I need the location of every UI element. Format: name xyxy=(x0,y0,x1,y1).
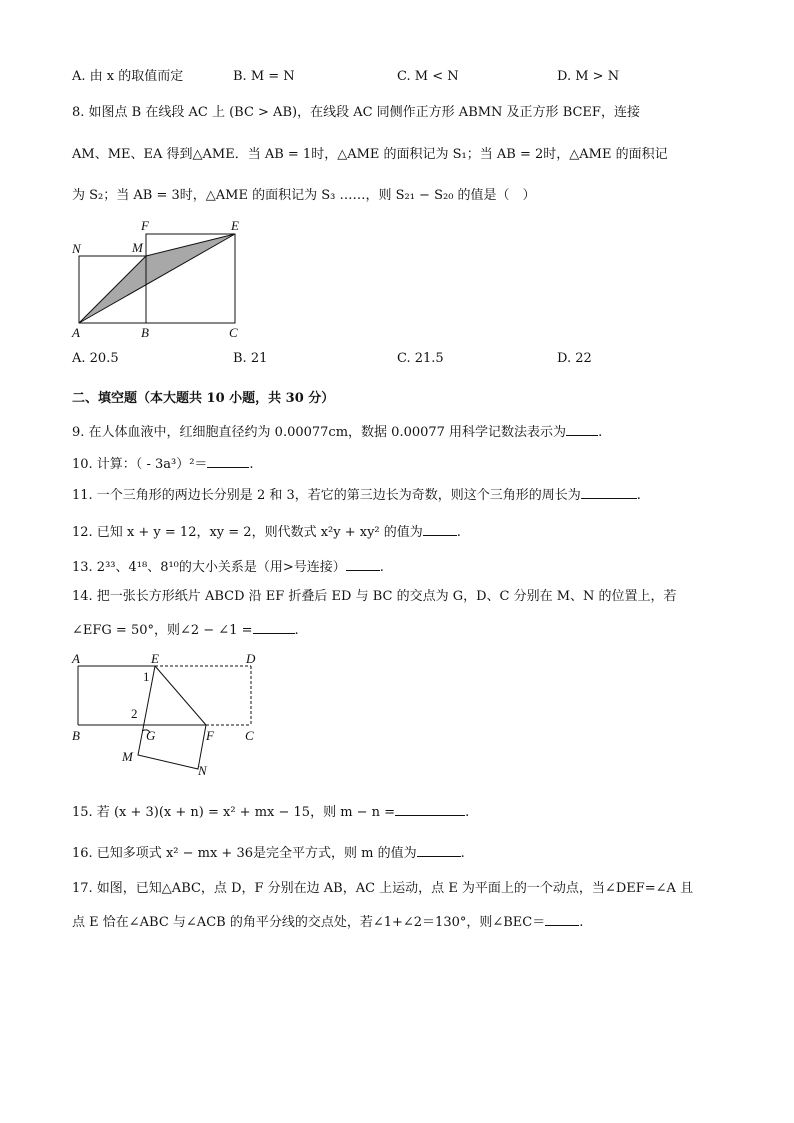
q14-answer-blank[interactable] xyxy=(253,620,295,634)
q7-option-a: A. 由 x 的取值而定 xyxy=(72,69,184,84)
q15 xyxy=(72,802,469,822)
label-c: C xyxy=(229,325,238,340)
label-d: D xyxy=(246,651,256,666)
q11-answer-blank[interactable] xyxy=(581,485,637,499)
q8-option-d: D. 22 xyxy=(557,351,592,366)
q10-answer-blank[interactable] xyxy=(207,454,249,468)
q15-text: 15. 若 (x + 3)(x + n) = x² + mx − 15，则 m − n = xyxy=(72,805,396,820)
q16-end: . xyxy=(460,846,465,861)
label-f: F xyxy=(141,218,149,233)
label-b: B xyxy=(141,325,149,340)
q8-figure xyxy=(60,215,260,345)
q13-text: 13. 2³³、4¹⁸、8¹⁰的大小关系是（用>号连接） xyxy=(72,560,346,575)
label-e: E xyxy=(231,218,239,233)
q14-line-1: 14. 把一张长方形纸片 ABCD 沿 EF 折叠后 ED 与 BC 的交点为 G，D、C 分别在 M、N 的位置上，若 xyxy=(72,589,677,604)
section-2-title: 二、填空题（本大题共 10 小题，共 30 分） xyxy=(72,391,335,406)
q11-end: . xyxy=(636,488,641,503)
q8-line-3: 为 S₂；当 AB = 3时，△AME 的面积记为 S₃ ……，则 S₂₁ − S₂₀ 的值是（ ） xyxy=(72,188,536,203)
q10 xyxy=(72,454,254,474)
q17-line-2-text: 点 E 恰在∠ABC 与∠ACB 的角平分线的交点处，若∠1+∠2＝130°，则∠BEC＝ xyxy=(72,915,546,930)
angle-label-2: 2 xyxy=(131,706,138,721)
angle-label-1: 1 xyxy=(143,669,150,684)
label-b: B xyxy=(72,728,80,743)
q9-answer-blank[interactable] xyxy=(566,422,598,436)
q16-text: 16. 已知多项式 x² − mx + 36是完全平方式，则 m 的值为 xyxy=(72,846,417,861)
q10-end: . xyxy=(249,457,254,472)
q10-text: 10. 计算：（ - 3a³）²＝ xyxy=(72,457,208,472)
q17-line-2 xyxy=(72,912,583,932)
q12-text: 12. 已知 x + y = 12，xy = 2，则代数式 x²y + xy² 的值为 xyxy=(72,525,423,540)
label-a: A xyxy=(72,325,80,340)
q11-text: 11. 一个三角形的两边长分别是 2 和 3，若它的第三边长为奇数，则这个三角形的周长为 xyxy=(72,488,581,503)
label-a: A xyxy=(72,651,80,666)
q14-figure xyxy=(60,645,270,785)
q17-answer-blank[interactable] xyxy=(545,912,579,926)
q14-line-2-text: ∠EFG = 50°，则∠2 − ∠1 = xyxy=(72,623,253,638)
q8-option-a: A. 20.5 xyxy=(72,351,119,366)
q12-end: . xyxy=(456,525,461,540)
q11 xyxy=(72,485,641,505)
q16 xyxy=(72,843,465,863)
triangle-ame-shaded xyxy=(79,234,235,323)
label-f: F xyxy=(206,728,214,743)
q17-end: . xyxy=(579,915,584,930)
q9-text: 9. 在人体血液中，红细胞直径约为 0.00077cm，数据 0.00077 用科学记数法表示为 xyxy=(72,425,567,440)
q15-answer-blank[interactable] xyxy=(395,802,465,816)
label-n: N xyxy=(198,763,207,778)
fold-line-ef xyxy=(155,666,206,725)
q13-end: . xyxy=(379,560,384,575)
q8-option-c: C. 21.5 xyxy=(397,351,444,366)
q9 xyxy=(72,422,602,442)
q17-line-1: 17. 如图，已知△ABC，点 D，F 分别在边 AB，AC 上运动，点 E 为平面上的一个动点，当∠DEF=∠A 且 xyxy=(72,881,694,896)
label-c: C xyxy=(245,728,254,743)
q8-line-2: AM、ME、EA 得到△AME．当 AB = 1时，△AME 的面积记为 S₁；当 AB = 2时，△AME 的面积记 xyxy=(72,147,668,162)
q12-answer-blank[interactable] xyxy=(423,522,457,536)
q15-end: . xyxy=(465,805,470,820)
q14-end: . xyxy=(294,623,299,638)
label-g: G xyxy=(146,728,156,743)
label-m: M xyxy=(122,749,133,764)
q7-option-b: B. M = N xyxy=(233,69,295,84)
q8-line-1: 8. 如图点 B 在线段 AC 上 (BC > AB)，在线段 AC 同侧作正方形 ABMN 及正方形 BCEF，连接 xyxy=(72,105,640,120)
label-e: E xyxy=(151,651,159,666)
label-n: N xyxy=(72,241,81,256)
q14-line-2 xyxy=(72,620,299,640)
q13 xyxy=(72,557,384,577)
q16-answer-blank[interactable] xyxy=(417,843,461,857)
label-m: M xyxy=(132,240,143,255)
q12 xyxy=(72,522,461,542)
q7-option-d: D. M > N xyxy=(557,69,620,84)
q8-option-b: B. 21 xyxy=(233,351,268,366)
q9-end: . xyxy=(598,425,603,440)
q7-option-c: C. M < N xyxy=(397,69,459,84)
q13-answer-blank[interactable] xyxy=(346,557,380,571)
